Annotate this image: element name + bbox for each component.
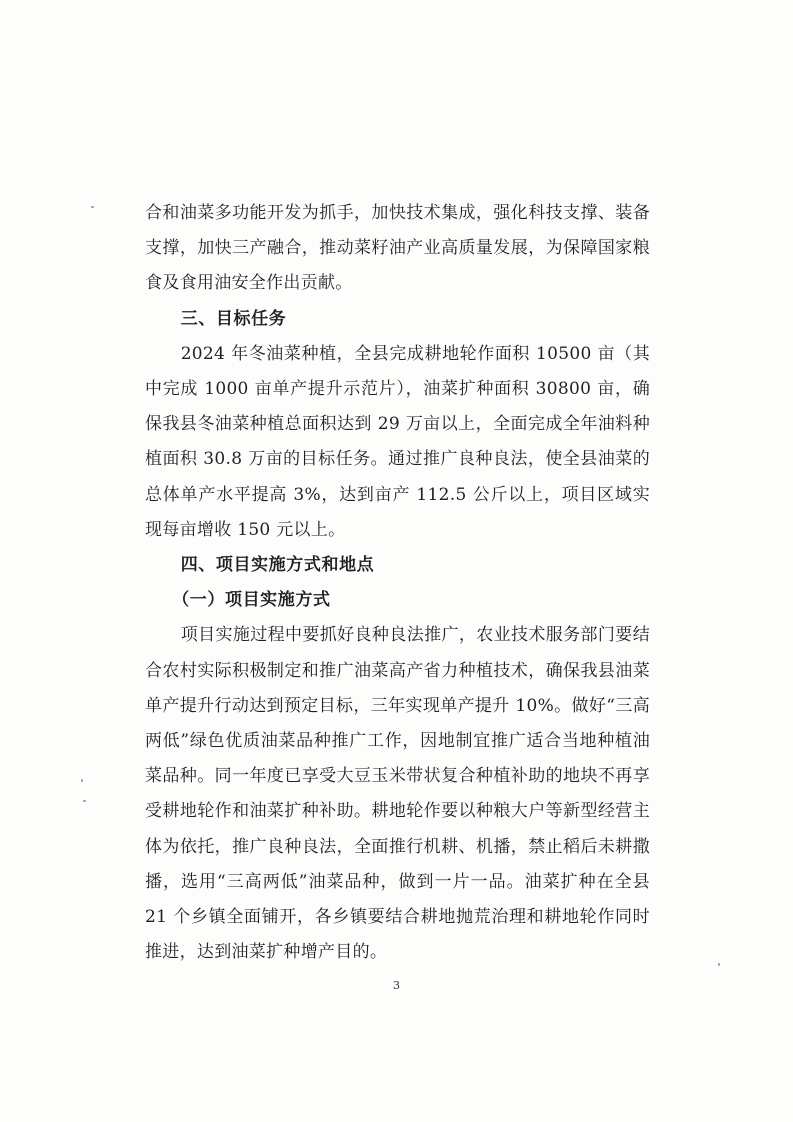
scan-speck (83, 800, 86, 802)
scan-speck (91, 206, 94, 208)
paragraph-continuation: 合和油菜多功能开发为抓手，加快技术集成，强化科技支撑、装备支撑，加快三产融合，推动菜籽油产业高质量发展，为保障国家粮食及食用油安全作出贡献。 (145, 203, 650, 294)
paragraph-method: 项目实施过程中要抓好良种良法推广，农业技术服务部门要结合农村实际积极制定和推广油菜高产省力种植技术，确保我县油菜单产提升行动达到预定目标，三年实现单产提升 10%。做好“三高两低”绿色优质油菜品种推广工作，因地制宜推广适合当地种植油菜品种。同一年度已享受大豆玉米带状复合种植补助的地块不再享受耕地轮作和油菜扩种补助。耕地轮作要以种粮大户等新型经营主体为依托，推广良种良法，全面推行机耕、机播，禁止稻后未耕撒播，选用“三高两低”油菜品种，做到一片一品。油菜扩种在全县 21 个乡镇全面铺开，各乡镇要结合耕地抛荒治理和耕地轮作同时推进，达到油菜扩种增产目的。 (145, 625, 650, 963)
document-body (145, 196, 650, 970)
page-number: 3 (393, 979, 400, 992)
scan-speck (81, 779, 83, 782)
scan-speck (718, 963, 720, 966)
section-heading-targets: 三、目标任务 (180, 308, 287, 329)
subsection-heading-method: （一）项目实施方式 (172, 590, 331, 611)
section-heading-implementation: 四、项目实施方式和地点 (180, 555, 375, 576)
paragraph-targets: 2024 年冬油菜种植，全县完成耕地轮作面积 10500 亩（其中完成 1000 亩单产提升示范片），油菜扩种面积 30800 亩，确保我县冬油菜种植总面积达到 29 万亩以上，全面完成全年油料种植面积 30.8 万亩的目标任务。通过推广良种良法，使全县油菜的总体单产水平提高 3%，达到亩产 112.5 公斤以上，项目区域实现每亩增收 150 元以上。 (145, 343, 650, 540)
